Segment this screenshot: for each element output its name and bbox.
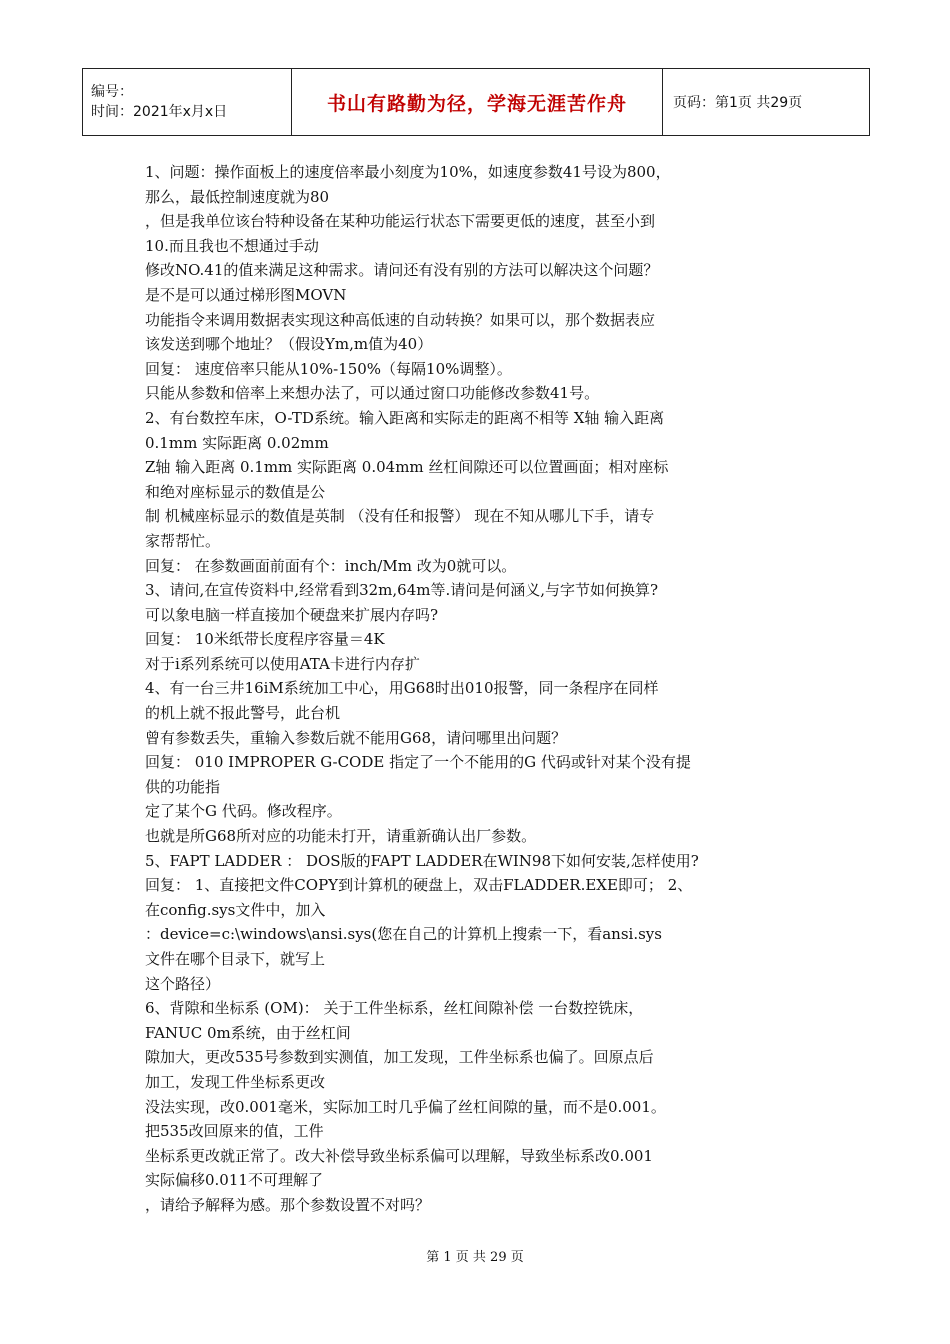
document-code-label: 编号： [91, 84, 133, 100]
body-line: Z轴 输入距离 0.1mm 实际距离 0.04mm 丝杠间隙还可以位置画面；相对座标 [145, 458, 669, 477]
body-line: 回复： 010 IMPROPER G-CODE 指定了一个不能用的G 代码或针对某个没有提 [145, 753, 691, 772]
body-line: 0.1mm 实际距离 0.02mm [145, 433, 329, 452]
body-line: 这个路径） [145, 974, 221, 993]
body-line: 的机上就不报此警号，此台机 [145, 704, 341, 723]
body-line: FANUC 0m系统，由于丝杠间 [145, 1023, 351, 1042]
body-line: 回复： 1、直接把文件COPY到计算机的硬盘上，双击FLADDER.EXE即可； 2、 [145, 876, 693, 895]
body-line: 4、有一台三井16iM系统加工中心，用G68时出010报警，同一条程序在同样 [145, 679, 659, 698]
body-line: 6、背隙和坐标系 (OM)： 关于工件坐标系，丝杠间隙补偿 一台数控铣床， [145, 999, 644, 1018]
body-line: 回复： 10米纸带长度程序容量＝4K [145, 630, 385, 649]
body-line: 只能从参数和倍率上来想办法了，可以通过窗口功能修改参数41号。 [145, 384, 600, 403]
header-meta [83, 69, 292, 136]
header-table [82, 68, 870, 136]
body-line: 曾有参数丢失，重输入参数后就不能用G68，请问哪里出问题？ [145, 728, 567, 747]
header-motto-cell [292, 69, 663, 136]
body-line: 该发送到哪个地址？（假设Ym,m值为40） [145, 335, 433, 354]
body-line: 2、有台数控车床，O-TD系统。输入距离和实际走的距离不相等 X轴 输入距离 [145, 408, 665, 427]
body-line: 3、请问,在宣传资料中,经常看到32m,64m等.请问是何涵义,与字节如何换算? [145, 581, 659, 600]
header-motto: 书山有路勤为径，学海无涯苦作舟 [326, 92, 627, 115]
body-line: 回复： 在参数画面前面有个：inch/Mm 改为0就可以。 [145, 556, 517, 575]
body-line: 5、FAPT LADDER ： DOS版的FAPT LADDER在WIN98下如何安装,怎样使用? [145, 851, 699, 870]
body-line: 坐标系更改就正常了。改大补偿导致坐标系偏可以理解，导致坐标系改0.001 [145, 1146, 653, 1165]
body-line: 回复： 速度倍率只能从10%-150%（每隔10%调整）。 [145, 359, 512, 378]
body-line: 没法实现，改0.001毫米，实际加工时几乎偏了丝杠间隙的量，而不是0.001。 [145, 1097, 666, 1116]
body-line: 制 机械座标显示的数值是英制 （没有任和报警） 现在不知从哪儿下手，请专 [145, 507, 655, 526]
body-line: 家帮帮忙。 [145, 531, 221, 550]
body-line: 功能指令来调用数据表实现这种高低速的自动转换？如果可以，那个数据表应 [145, 310, 656, 329]
body-line: 那么，最低控制速度就为80 [145, 187, 330, 206]
body-line: 也就是所G68所对应的功能未打开，请重新确认出厂参数。 [145, 827, 537, 846]
document-body [145, 160, 810, 1218]
body-line: 隙加大，更改535号参数到实测值，加工发现，工件坐标系也偏了。回原点后 [145, 1048, 654, 1067]
body-line: 修改NO.41的值来满足这种需求。请问还有没有别的方法可以解决这个问题？ [145, 261, 659, 280]
body-line: 加工，发现工件坐标系更改 [145, 1072, 326, 1091]
body-line: 实际偏移0.011不可理解了 [145, 1171, 323, 1190]
body-line: 对于i系列系统可以使用ATA卡进行内存扩 [145, 654, 420, 673]
body-line: 在config.sys文件中，加入 [145, 900, 326, 919]
body-line: ，请给予解释为感。那个参数设置不对吗？ [145, 1195, 431, 1214]
body-line: 10.而且我也不想通过手动 [145, 236, 319, 255]
body-line: 把535改回原来的值，工件 [145, 1122, 324, 1141]
body-line: 可以象电脑一样直接加个硬盘来扩展内存吗? [145, 605, 439, 624]
document-time-label: 时间：2021年x月x日 [91, 104, 228, 120]
body-line: 1、问题：操作面板上的速度倍率最小刻度为10%，如速度参数41号设为800， [145, 163, 671, 181]
body-line: 供的功能指 [145, 777, 221, 796]
body-line: 和绝对座标显示的数值是公 [145, 482, 326, 501]
body-line: ，但是我单位该台特种设备在某种功能运行状态下需要更低的速度，甚至小到 [145, 212, 656, 231]
header-page-info: 页码：第1页 共29页 [663, 69, 870, 136]
body-line: ：device=c:\windows\ansi.sys(您在自己的计算机上搜索一下，看ansi.sys [145, 925, 662, 944]
body-line: 文件在哪个目录下，就写上 [145, 950, 326, 968]
body-line: 定了某个G 代码。修改程序。 [145, 802, 342, 821]
body-line: 是不是可以通过梯形图MOVN [145, 285, 347, 304]
page-footer: 第 1 页 共 29 页 [426, 1250, 524, 1265]
